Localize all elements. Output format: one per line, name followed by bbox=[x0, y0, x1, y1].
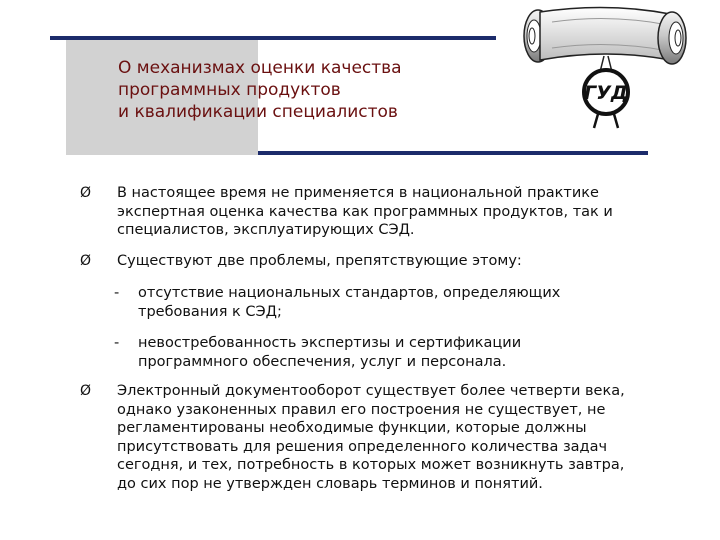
bullet-line: однако узаконенных правил его построения не существует, не bbox=[117, 401, 606, 418]
arrow-bullet-icon: Ø bbox=[80, 185, 92, 201]
sub-item-line: программного обеспечения, услуг и персонала. bbox=[138, 353, 507, 370]
wax-seal-icon bbox=[584, 70, 628, 114]
title-top-bar bbox=[50, 36, 496, 40]
bullet-line: сегодня, и тех, потребность в которых может возникнуть завтра, bbox=[117, 457, 625, 474]
arrow-bullet-icon: Ø bbox=[80, 253, 92, 269]
sub-item-line: отсутствие национальных стандартов, определяющих bbox=[138, 285, 561, 301]
sub-item-line: невостребованность экспертизы и сертификации bbox=[138, 335, 522, 351]
title-line-1: О механизмах оценки качества bbox=[118, 58, 402, 78]
sub-item-text bbox=[138, 334, 698, 371]
bullet-line: присутствовать для решения определенного количества задач bbox=[117, 438, 608, 455]
sub-item-line: требования к СЭД; bbox=[138, 303, 282, 320]
bullet-line: регламентированы необходимые функции, которые должны bbox=[117, 420, 587, 437]
title-bottom-bar bbox=[258, 151, 648, 155]
bullet-line: Электронный документооборот существует более четверти века, bbox=[117, 383, 625, 399]
bullet-line: Существуют две проблемы, препятствующие этому: bbox=[117, 253, 522, 269]
arrow-bullet-icon: Ø bbox=[80, 383, 92, 399]
bullet-line: В настоящее время не применяется в национальной практике bbox=[117, 185, 599, 201]
slide-title bbox=[118, 57, 518, 123]
bullet-text bbox=[117, 252, 717, 271]
bullet-line: до сих пор не утвержден словарь терминов и понятий. bbox=[117, 475, 543, 492]
scroll-seal-emblem bbox=[512, 0, 696, 150]
sub-item-text bbox=[138, 284, 698, 321]
dash-marker: - bbox=[114, 285, 120, 301]
scroll-right-roll-icon bbox=[658, 12, 686, 64]
dash-marker: - bbox=[114, 335, 120, 351]
bullet-text bbox=[117, 382, 717, 494]
scroll-sheet-icon bbox=[540, 7, 670, 60]
title-line-2: программных продуктов bbox=[118, 80, 341, 100]
bullet-line: экспертная оценка качества как программных продуктов, так и bbox=[117, 203, 613, 220]
bullet-line: специалистов, эксплуатирующих СЭД. bbox=[117, 222, 415, 239]
seal-text: ГУД bbox=[584, 82, 628, 104]
title-line-3: и квалификации специалистов bbox=[118, 102, 398, 122]
bullet-text bbox=[117, 184, 717, 240]
